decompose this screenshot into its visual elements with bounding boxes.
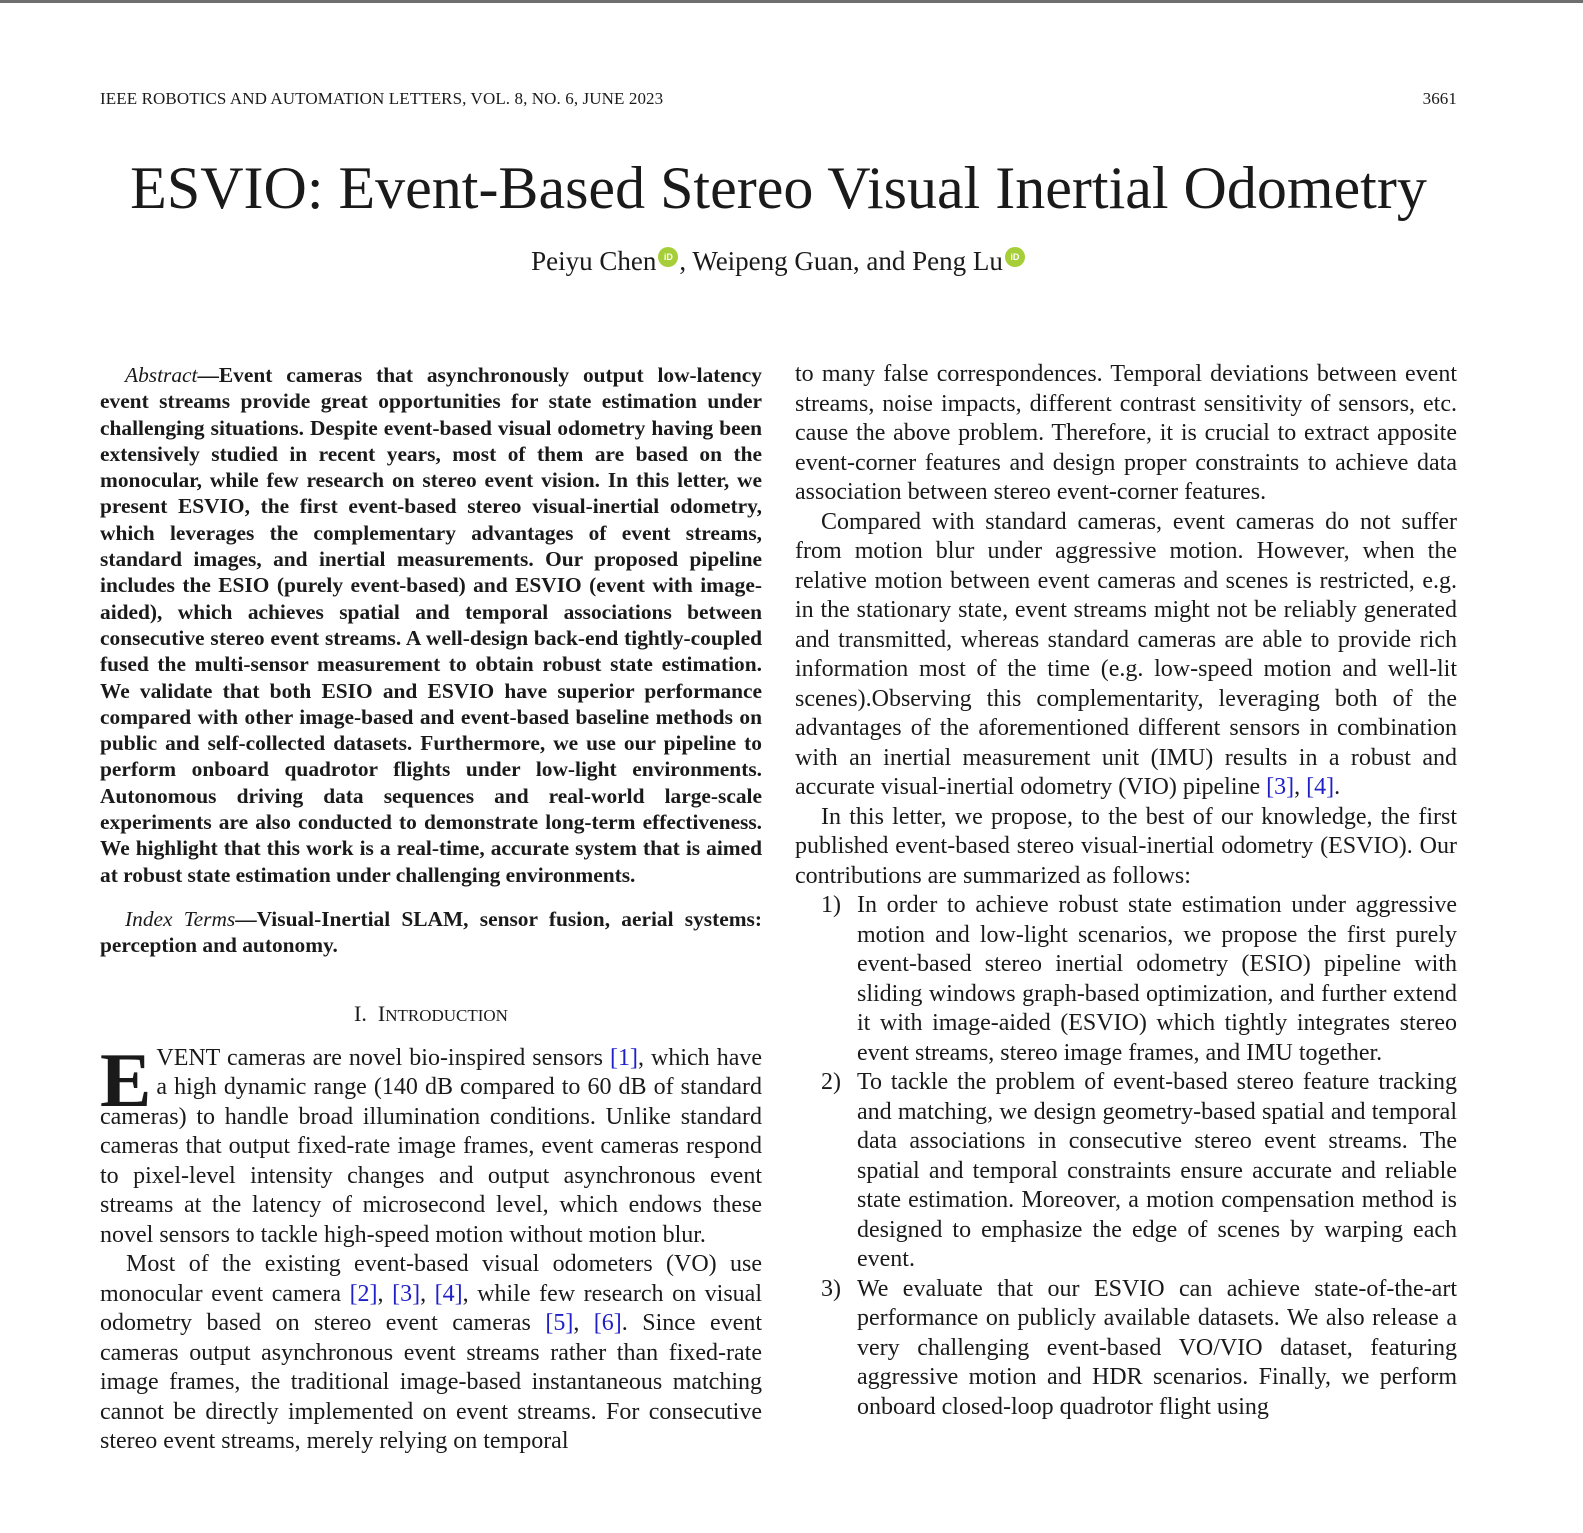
list-item-text: In order to achieve robust state estimation under aggressive motion and low-light scenarios, we propose the first purely event-based stereo inertial odometry (ESIO) pipeline with sliding windows graph-based optimization, and further extend it with image-aided (ESVIO) which tightly integrates stereo event streams, stereo image frames, and IMU together. xyxy=(857,892,1457,1066)
left-column xyxy=(100,360,762,1457)
citation-link[interactable]: [4] xyxy=(434,1280,463,1307)
section-title-rest: NTRODUCTION xyxy=(385,1005,508,1025)
journal-name: IEEE ROBOTICS AND AUTOMATION LETTERS, VOL. 8, NO. 6, JUNE 2023 xyxy=(100,89,664,108)
intro-paragraph-1 xyxy=(100,1036,762,1251)
author-name: Peiyu Chen xyxy=(531,246,657,276)
list-item xyxy=(795,1275,1457,1423)
section-title-first-letter: I xyxy=(377,1000,386,1026)
continued-paragraph: to many false correspondences. Temporal deviations between event streams, noise impacts, different contrast sensitivity of sensors, etc. cause the above problem. Therefore, it is crucial to extract apposite event-corner features and design proper constraints to achieve data association between stereo event-corner features. xyxy=(795,361,1457,505)
index-terms-dash: — xyxy=(235,906,257,931)
author-separator: , and xyxy=(852,246,913,276)
list-item-text: To tackle the problem of event-based stereo feature tracking and matching, we design geometry-based spatial and temporal data associations in consecutive stereo event streams. The spatial and temporal constraints ensure accurate and reliable state estimation. Moreover, a motion compensation method is designed to emphasize the edge of scenes by warping each event. xyxy=(857,1069,1457,1272)
citation-link[interactable]: [3] xyxy=(392,1280,421,1307)
list-number: 2) xyxy=(821,1069,841,1095)
index-terms-text: Visual-Inertial SLAM, sensor fusion, aerial systems: perception and autonomy. xyxy=(100,906,762,958)
author-separator: , xyxy=(679,246,693,276)
abstract-label: Abstract xyxy=(125,363,198,387)
citation-link[interactable]: [5] xyxy=(545,1310,574,1337)
list-item xyxy=(795,891,1457,1068)
author-name: Weipeng Guan xyxy=(692,246,853,276)
intro-text: . Since event cameras output asynchronous event streams rather than fixed-rate image frames, the traditional image-based instantaneous matching cannot be directly implemented on event streams. For consecutive stereo event streams, merely relying on temporal xyxy=(100,1310,762,1455)
author-list xyxy=(0,244,1557,278)
list-item xyxy=(795,1068,1457,1275)
intro-text: , which have a high dynamic range (140 dB compared to 60 dB of standard cameras) to handle broad illumination conditions. Unlike standard cameras that output fixed-rate image frames, event cameras respond to pixel-level intensity changes and output asynchronous event streams at the latency of microsecond level, which endows these novel sensors to tackle high-speed motion without motion blur. xyxy=(100,1044,762,1248)
list-item-text: We evaluate that our ESVIO can achieve state-of-the-art performance on publicly available datasets. We also release a very challenging event-based VO/VIO dataset, featuring aggressive motion and HDR scenarios. Finally, we perform onboard closed-loop quadrotor flight using xyxy=(857,1275,1457,1420)
orcid-icon[interactable]: iD xyxy=(1005,247,1025,267)
citation-link[interactable]: [3] xyxy=(1266,774,1295,800)
list-number: 1) xyxy=(821,892,841,918)
index-terms xyxy=(100,906,762,959)
list-number: 3) xyxy=(821,1275,841,1302)
intro-text: VENT cameras are novel bio-inspired sensors xyxy=(156,1044,610,1071)
citation-link[interactable]: [4] xyxy=(1306,774,1335,800)
intro-text: , while few research on visual odometry based on stereo event cameras xyxy=(100,1280,763,1337)
section-heading-introduction xyxy=(100,999,762,1031)
intro-paragraph-2: Most of the existing event-based visual odometers (VO) use monocular event camera [2], [3], [4], while few research on visual odometry based on stereo event cameras [5], [6]. Since event cameras output asynchronous event streams rather than fixed-rate image frames, the traditional image-based instantaneous matching cannot be directly implemented on event streams. For consecutive stereo event streams, merely relying on temporal xyxy=(100,1251,763,1455)
contribution-list xyxy=(795,891,1457,1422)
running-header xyxy=(100,89,1457,109)
body-text: Compared with standard cameras, event cameras do not suffer from motion blur under aggressive motion. However, when the relative motion between event cameras and scenes is restricted, e.g. in the stationary state, event streams might not be reliably generated and transmitted, whereas standard cameras are able to provide rich information most of the time (e.g. low-speed motion and well-lit scenes).Observing this complementarity, leveraging both of the advantages of the aforementioned different sensors in combination with an inertial measurement unit (IMU) results in a robust and accurate visual-inertial odometry (VIO) pipeline xyxy=(795,508,1457,800)
right-column xyxy=(795,360,1457,1422)
drop-cap: E xyxy=(100,1036,152,1123)
page-number: 3661 xyxy=(1422,89,1457,108)
abstract-text: Event cameras that asynchronously output low-latency event streams provide great opportunities for state estimation under challenging situations. Despite event-based visual odometry having been extensively studied in recent years, most of them are based on the monocular, while few research on stereo event vision. In this letter, we present ESVIO, the first event-based stereo visual-inertial odometry, which leverages the complementary advantages of event streams, standard images, and inertial measurements. Our proposed pipeline includes the ESIO (purely event-based) and ESVIO (event with image-aided), which achieves spatial and temporal associations between consecutive stereo event streams. A well-design back-end tightly-coupled fused the multi-sensor measurement to obtain robust state estimation. We validate that both ESIO and ESVIO have superior performance compared with other image-based and event-based baseline methods on public and self-collected datasets. Furthermore, we use our pipeline to perform onboard quadrotor flights under low-light environments. Autonomous driving data sequences and real-world large-scale experiments are also conducted to demonstrate long-term effectiveness. We highlight that this work is a real-time, accurate system that is aimed at robust state estimation under challenging environments. xyxy=(100,363,762,887)
comparison-paragraph: Compared with standard cameras, event cameras do not suffer from motion blur under aggressive motion. However, when the relative motion between event cameras and scenes is restricted, e.g. in the stationary state, event streams might not be reliably generated and transmitted, whereas standard cameras are able to provide rich information most of the time (e.g. low-speed motion and well-lit scenes).Observing this complementarity, leveraging both of the advantages of the aforementioned different sensors in combination with an inertial measurement unit (IMU) results in a robust and accurate visual-inertial odometry (VIO) pipeline [3], [4]. xyxy=(795,508,1457,800)
intro-text: Most of the existing event-based visual odometers (VO) use monocular event camera xyxy=(100,1251,762,1307)
author-name: Peng Lu xyxy=(912,246,1003,276)
index-terms-label: Index Terms xyxy=(125,906,236,931)
citation-link[interactable]: [2] xyxy=(349,1280,378,1307)
abstract-dash: — xyxy=(197,363,219,387)
letter-paragraph: In this letter, we propose, to the best of our knowledge, the first published event-based stereo visual-inertial odometry (ESVIO). Our contributions are summarized as follows: xyxy=(795,803,1457,889)
citation-link[interactable]: [1] xyxy=(609,1044,638,1071)
citation-link[interactable]: [6] xyxy=(593,1310,622,1337)
paper-title: ESVIO: Event-Based Stereo Visual Inertial Odometry xyxy=(130,155,1427,221)
abstract xyxy=(100,362,762,888)
orcid-icon[interactable]: iD xyxy=(658,247,678,267)
top-border xyxy=(0,0,1583,3)
section-numeral: I. xyxy=(354,1000,367,1026)
